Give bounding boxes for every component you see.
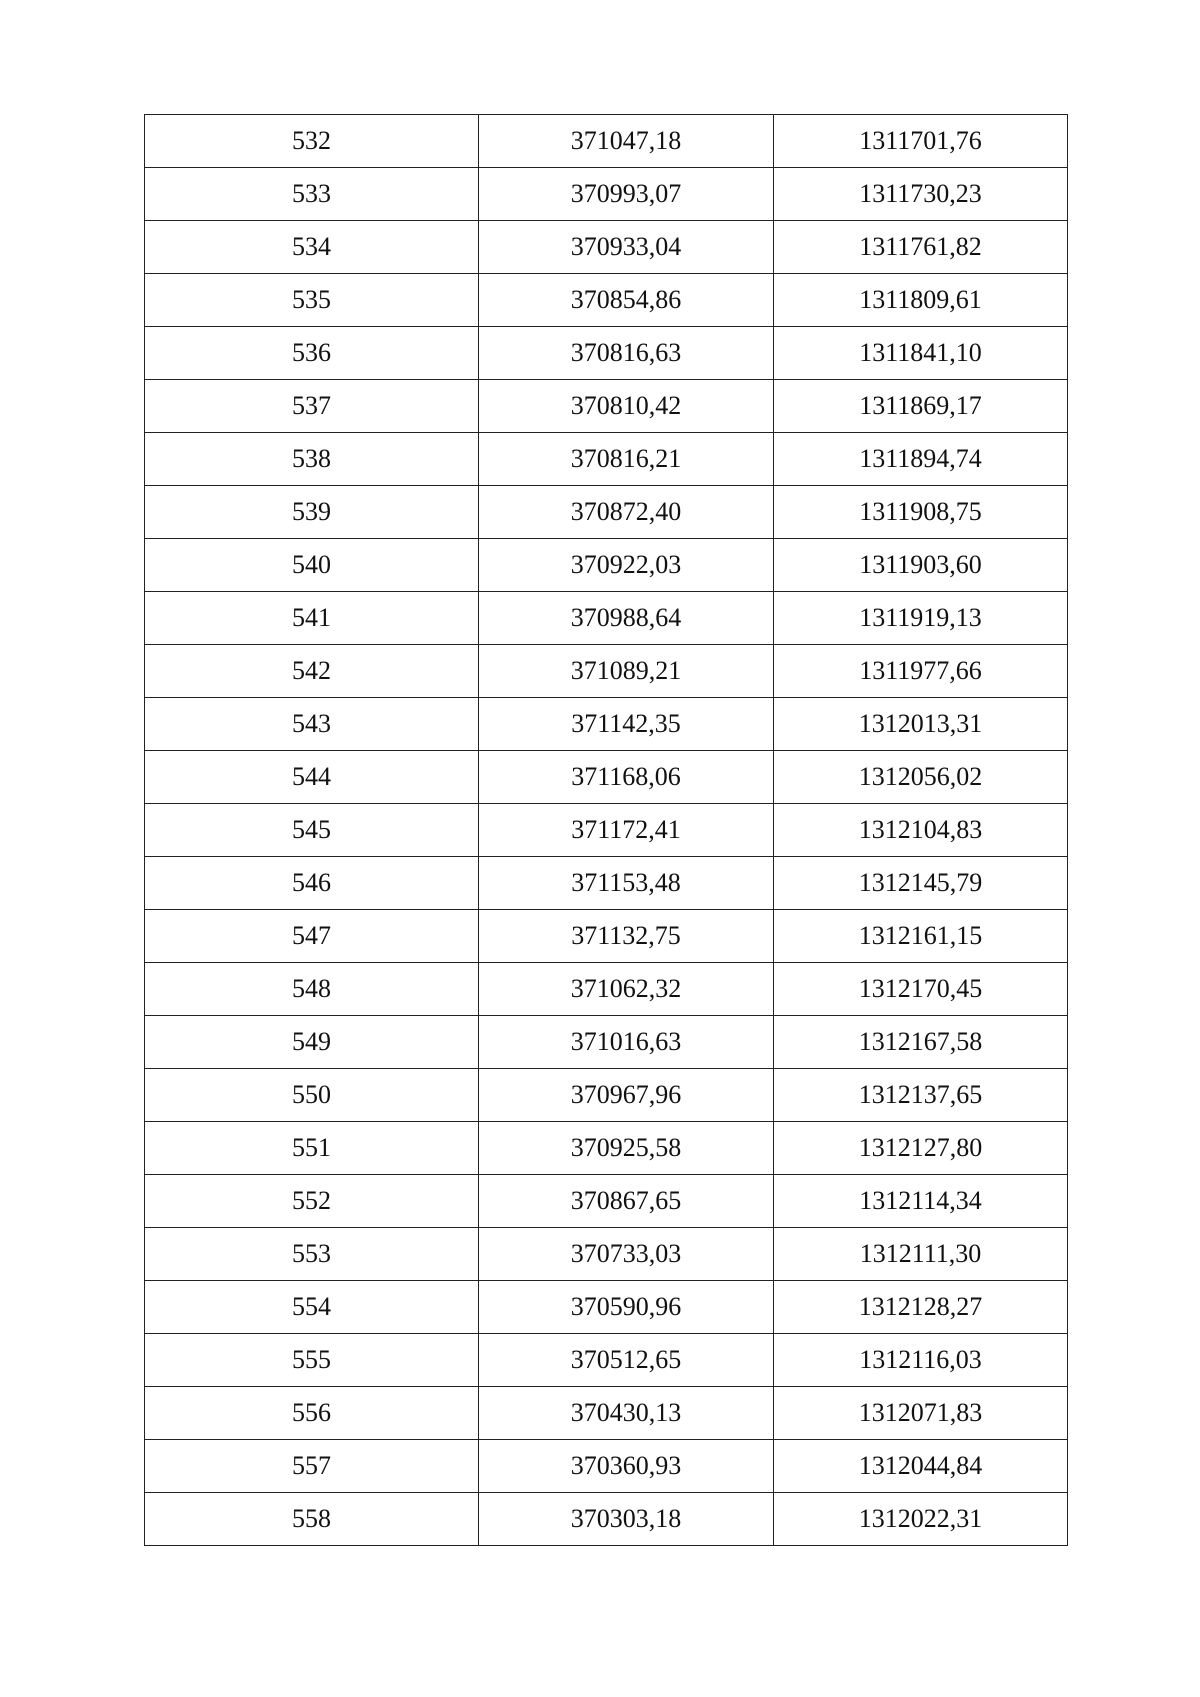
y-coordinate-cell: 1311701,76 (774, 115, 1068, 168)
y-coordinate-cell: 1312116,03 (774, 1334, 1068, 1387)
y-coordinate-cell: 1311730,23 (774, 168, 1068, 221)
point-number-cell: 544 (145, 751, 479, 804)
x-coordinate-cell: 370733,03 (479, 1228, 774, 1281)
table-row (145, 1228, 1068, 1281)
table-row (145, 963, 1068, 1016)
x-coordinate-cell: 370816,21 (479, 433, 774, 486)
y-coordinate-cell: 1312044,84 (774, 1440, 1068, 1493)
point-number-cell: 545 (145, 804, 479, 857)
table-row (145, 1334, 1068, 1387)
x-coordinate-cell: 370993,07 (479, 168, 774, 221)
coordinates-table-body (145, 115, 1068, 1546)
point-number-cell: 543 (145, 698, 479, 751)
x-coordinate-cell: 371172,41 (479, 804, 774, 857)
table-row (145, 1175, 1068, 1228)
y-coordinate-cell: 1311809,61 (774, 274, 1068, 327)
point-number-cell: 558 (145, 1493, 479, 1546)
y-coordinate-cell: 1312104,83 (774, 804, 1068, 857)
x-coordinate-cell: 370988,64 (479, 592, 774, 645)
x-coordinate-cell: 370430,13 (479, 1387, 774, 1440)
point-number-cell: 547 (145, 910, 479, 963)
point-number-cell: 551 (145, 1122, 479, 1175)
x-coordinate-cell: 370933,04 (479, 221, 774, 274)
point-number-cell: 555 (145, 1334, 479, 1387)
point-number-cell: 538 (145, 433, 479, 486)
table-row (145, 380, 1068, 433)
table-row (145, 115, 1068, 168)
table-row (145, 592, 1068, 645)
x-coordinate-cell: 371016,63 (479, 1016, 774, 1069)
point-number-cell: 535 (145, 274, 479, 327)
x-coordinate-cell: 371047,18 (479, 115, 774, 168)
table-row (145, 804, 1068, 857)
table-row (145, 645, 1068, 698)
table-row (145, 486, 1068, 539)
y-coordinate-cell: 1312022,31 (774, 1493, 1068, 1546)
point-number-cell: 552 (145, 1175, 479, 1228)
table-row (145, 1387, 1068, 1440)
point-number-cell: 536 (145, 327, 479, 380)
table-row (145, 539, 1068, 592)
y-coordinate-cell: 1312127,80 (774, 1122, 1068, 1175)
x-coordinate-cell: 370967,96 (479, 1069, 774, 1122)
x-coordinate-cell: 370867,65 (479, 1175, 774, 1228)
point-number-cell: 541 (145, 592, 479, 645)
y-coordinate-cell: 1312128,27 (774, 1281, 1068, 1334)
point-number-cell: 548 (145, 963, 479, 1016)
y-coordinate-cell: 1312170,45 (774, 963, 1068, 1016)
point-number-cell: 556 (145, 1387, 479, 1440)
x-coordinate-cell: 371142,35 (479, 698, 774, 751)
y-coordinate-cell: 1311908,75 (774, 486, 1068, 539)
y-coordinate-cell: 1312071,83 (774, 1387, 1068, 1440)
table-row (145, 433, 1068, 486)
point-number-cell: 542 (145, 645, 479, 698)
x-coordinate-cell: 371168,06 (479, 751, 774, 804)
x-coordinate-cell: 370810,42 (479, 380, 774, 433)
x-coordinate-cell: 371062,32 (479, 963, 774, 1016)
y-coordinate-cell: 1311841,10 (774, 327, 1068, 380)
point-number-cell: 553 (145, 1228, 479, 1281)
x-coordinate-cell: 371089,21 (479, 645, 774, 698)
y-coordinate-cell: 1311977,66 (774, 645, 1068, 698)
table-row (145, 910, 1068, 963)
y-coordinate-cell: 1311919,13 (774, 592, 1068, 645)
x-coordinate-cell: 370590,96 (479, 1281, 774, 1334)
point-number-cell: 549 (145, 1016, 479, 1069)
table-row (145, 1493, 1068, 1546)
y-coordinate-cell: 1312056,02 (774, 751, 1068, 804)
y-coordinate-cell: 1311761,82 (774, 221, 1068, 274)
x-coordinate-cell: 370816,63 (479, 327, 774, 380)
x-coordinate-cell: 370872,40 (479, 486, 774, 539)
y-coordinate-cell: 1311894,74 (774, 433, 1068, 486)
table-row (145, 1440, 1068, 1493)
point-number-cell: 557 (145, 1440, 479, 1493)
point-number-cell: 546 (145, 857, 479, 910)
table-row (145, 1016, 1068, 1069)
coordinates-table (144, 114, 1068, 1546)
point-number-cell: 554 (145, 1281, 479, 1334)
point-number-cell: 534 (145, 221, 479, 274)
x-coordinate-cell: 370854,86 (479, 274, 774, 327)
table-row (145, 168, 1068, 221)
table-row (145, 1069, 1068, 1122)
y-coordinate-cell: 1312167,58 (774, 1016, 1068, 1069)
y-coordinate-cell: 1311869,17 (774, 380, 1068, 433)
table-row (145, 857, 1068, 910)
table-row (145, 327, 1068, 380)
x-coordinate-cell: 370303,18 (479, 1493, 774, 1546)
y-coordinate-cell: 1312114,34 (774, 1175, 1068, 1228)
point-number-cell: 532 (145, 115, 479, 168)
x-coordinate-cell: 370925,58 (479, 1122, 774, 1175)
x-coordinate-cell: 370360,93 (479, 1440, 774, 1493)
x-coordinate-cell: 370512,65 (479, 1334, 774, 1387)
table-row (145, 274, 1068, 327)
table-row (145, 698, 1068, 751)
table-row (145, 1281, 1068, 1334)
table-row (145, 751, 1068, 804)
point-number-cell: 550 (145, 1069, 479, 1122)
y-coordinate-cell: 1312161,15 (774, 910, 1068, 963)
x-coordinate-cell: 371132,75 (479, 910, 774, 963)
y-coordinate-cell: 1312145,79 (774, 857, 1068, 910)
point-number-cell: 540 (145, 539, 479, 592)
x-coordinate-cell: 370922,03 (479, 539, 774, 592)
point-number-cell: 537 (145, 380, 479, 433)
y-coordinate-cell: 1312111,30 (774, 1228, 1068, 1281)
table-row (145, 221, 1068, 274)
y-coordinate-cell: 1312013,31 (774, 698, 1068, 751)
y-coordinate-cell: 1312137,65 (774, 1069, 1068, 1122)
x-coordinate-cell: 371153,48 (479, 857, 774, 910)
table-row (145, 1122, 1068, 1175)
point-number-cell: 539 (145, 486, 479, 539)
point-number-cell: 533 (145, 168, 479, 221)
y-coordinate-cell: 1311903,60 (774, 539, 1068, 592)
